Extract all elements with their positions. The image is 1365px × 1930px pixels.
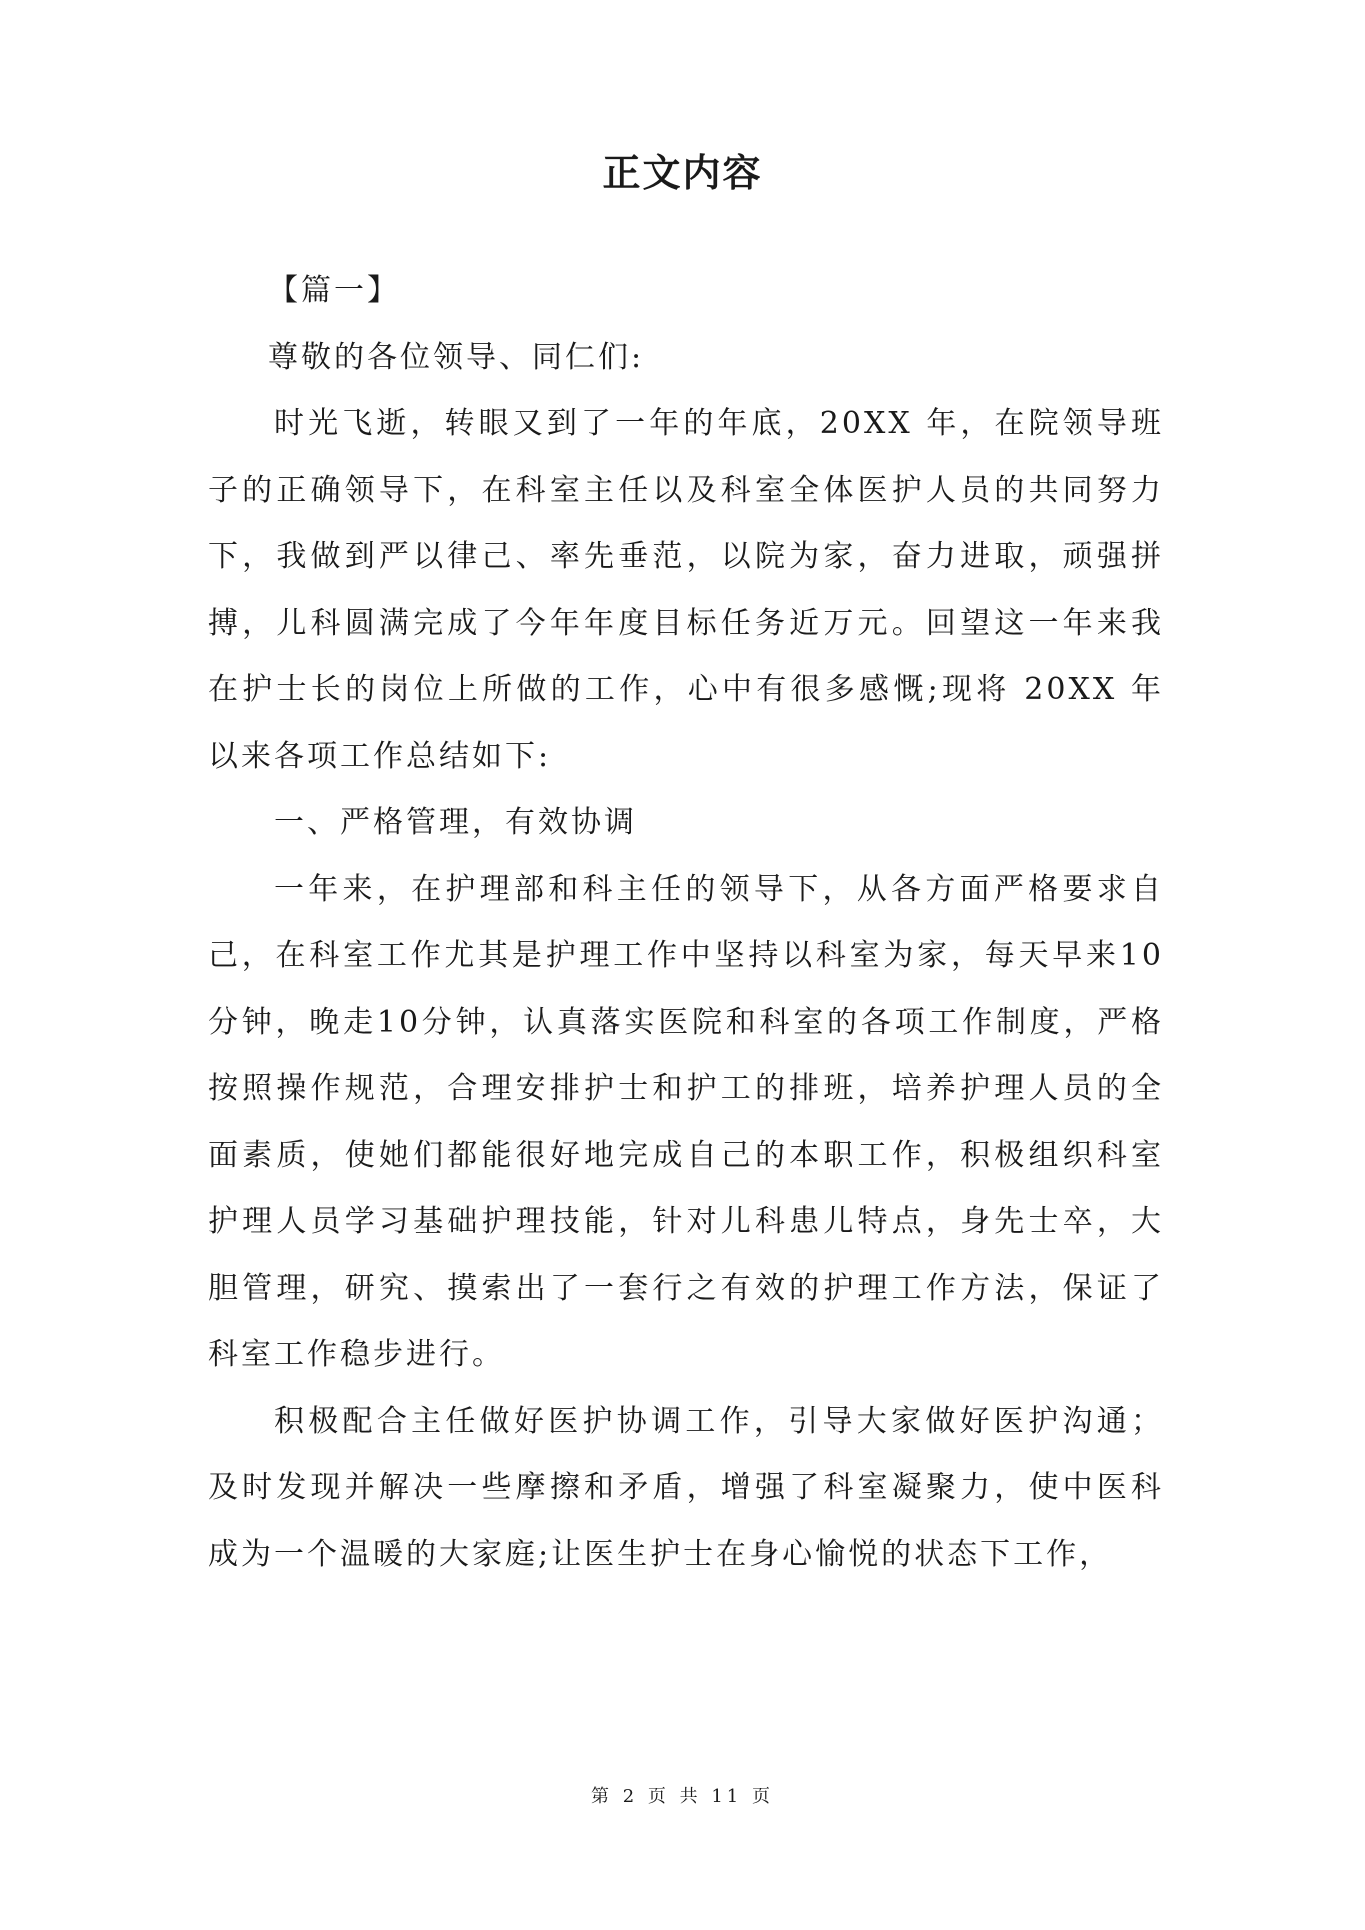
section-heading: 一、严格管理，有效协调 xyxy=(274,805,637,840)
paragraph-coordination: 积极配合主任做好医护协调工作，引导大家做好医护沟通；及时发现并解决一些摩擦和矛盾，增强了科室凝聚力，使中医科成为一个温暖的大家庭;让医生护士在身心愉悦的状态下工作， xyxy=(208,1403,1164,1572)
document-body xyxy=(208,258,1164,1588)
salutation: 尊敬的各位领导、同仁们: xyxy=(268,339,645,375)
paragraph-management: 一年来，在护理部和科主任的领导下，从各方面严格要求自己，在科室工作尤其是护理工作中坚持以科室为家，每天早来10分钟，晚走10分钟，认真落实医院和科室的各项工作制度，严格按照操作规范，合理安排护士和护工的排班，培养护理人员的全面素质，使她们都能很好地完成自己的本职工作，积极组织科室护理人员学习基础护理技能，针对儿科患儿特点，身先士卒，大胆管理，研究、摸索出了一套行之有效的护理工作方法，保证了科室工作稳步进行。 xyxy=(208,871,1164,1372)
section-label: 【篇一】 xyxy=(268,273,400,308)
page-title: 正文内容 xyxy=(602,150,763,195)
paragraph-intro: 时光飞逝，转眼又到了一年的年底，20XX 年，在院领导班子的正确领导下，在科室主任以及科室全体医护人员的共同努力下，我做到严以律己、率先垂范，以院为家，奋力进取，顽强拼搏，儿科圆满完成了今年年度目标任务近万元。回望这一年来我在护士长的岗位上所做的工作，心中有很多感慨;现将 20XX 年以来各项工作总结如下: xyxy=(208,406,1164,774)
page-number-footer: 第 2 页 共 11 页 xyxy=(591,1786,774,1807)
